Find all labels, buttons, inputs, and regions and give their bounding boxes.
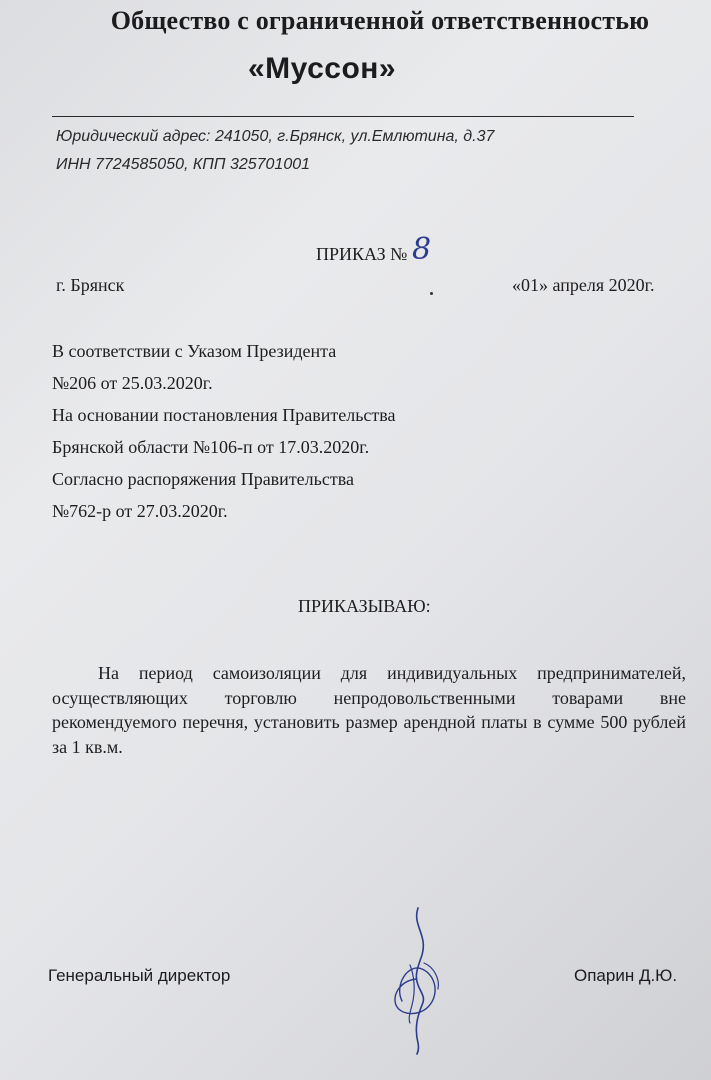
order-city: г. Брянск	[56, 275, 125, 295]
paper-speck	[430, 292, 433, 295]
basis-line: №762-р от 27.03.2020г.	[52, 501, 228, 521]
company-brand-name: «Муссон»	[248, 52, 397, 85]
basis-line: На основании постановления Правительства	[52, 405, 396, 425]
signer-title: Генеральный директор	[48, 966, 231, 985]
basis-line: В соответствии с Указом Президента	[52, 341, 337, 361]
signer-name: Опарин Д.Ю.	[574, 966, 678, 985]
letterhead-divider	[52, 116, 634, 117]
basis-line: Согласно распоряжения Правительства	[52, 469, 354, 489]
order-date: «01» апреля 2020г.	[512, 275, 655, 295]
handwritten-signature	[388, 905, 448, 1055]
order-number-handwritten: 8	[412, 232, 432, 267]
basis-line: №206 от 25.03.2020г.	[52, 373, 213, 393]
order-title: ПРИКАЗ №	[316, 244, 408, 264]
company-name-line: Общество с ограниченной ответственностью	[110, 6, 650, 35]
order-body-paragraph: На период самоизоляции для индивидуальных предпринимателей, осуществляющих торговлю непродовольственными товарами вне рекомендуемого перечня, установить размер арендной платы в сумме 500 рублей за 1 кв.м.	[52, 663, 686, 757]
order-verb-heading: ПРИКАЗЫВАЮ:	[298, 596, 431, 616]
basis-line: Брянской области №106-п от 17.03.2020г.	[52, 437, 370, 457]
legal-address: Юридический адрес: 241050, г.Брянск, ул.Емлютина, д.37	[56, 128, 495, 145]
tax-ids: ИНН 7724585050, КПП 325701001	[56, 156, 311, 173]
